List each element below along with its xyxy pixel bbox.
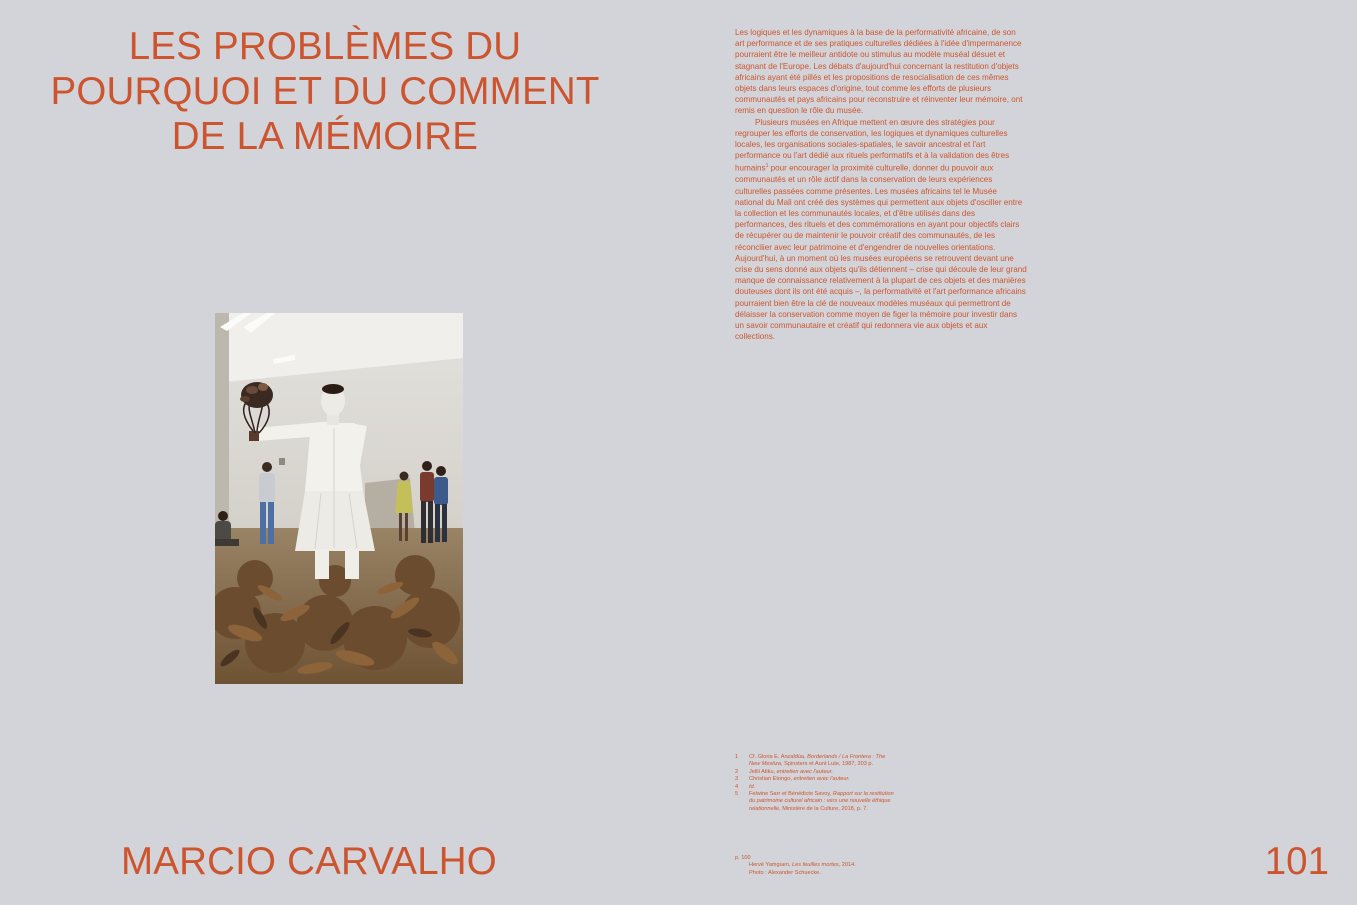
page-number: 101: [1264, 840, 1329, 883]
credit-year: , 2014.: [838, 862, 856, 869]
footnote-italic: Id.: [749, 783, 756, 790]
footnote-number: 1: [735, 754, 739, 760]
body-paragraph: [735, 117, 1027, 343]
body-text-part: Plusieurs musées en Afrique mettent en œuvre des stratégies pour regrouper les efforts de conservation, les logiques et dynamiques culturelles locales, les organisations sociales-spatiales, le savoir ancestral et l'art performance ou l'art dédié aux rituels performatifs et à la validation des êtres humains: [735, 117, 1010, 174]
footnote-text: [749, 776, 895, 783]
body-text: [735, 27, 1027, 342]
credit-photographer: Photo : Alexander Schuecke.: [749, 869, 821, 876]
footnote-item: [735, 754, 895, 769]
body-paragraph: Les logiques et les dynamiques à la base de la performativité africaine, de son art performance et de ses pratiques culturelles dédiées à l'idée d'impermanence pourraient être le meilleur antidote ou stimulus au modèle muséal désuet et stagnant de l'Europe. Les débats d'aujourd'hui concernant la restitution d'objets africains ayant été pillés et les propositions de resocialisation de ces mêmes objets dans leurs espaces d'origine, tout comme les efforts de plusieurs communautés et pays africains pour reconstruire et réinventer leur mémoire, ont remis en question le rôle du musée.: [735, 28, 1023, 116]
footnote-pre: Jelili Atiku,: [749, 768, 777, 775]
footnote-italic: entretien avec l'auteur.: [793, 776, 850, 783]
footnote-post: , Spinsters et Aunt Lute, 1987, 203 p.: [781, 761, 874, 768]
footnotes: [735, 754, 895, 813]
footnote-number: 5: [735, 791, 739, 798]
credit-artist: Hervé Yamguen,: [749, 862, 793, 869]
footnote-text: [749, 784, 895, 791]
footnote-number: 3: [735, 776, 739, 783]
title-line: POURQUOI ET DU COMMENT: [50, 70, 600, 113]
body-text-part: pour encourager la proximité culturelle, donner du pouvoir aux communautés et un rôle actif dans la conservation de leurs expériences culturelles passées comme présentes. Les musées africains tel le Musée national du Mali ont créé des systèmes qui permettent aux objets d'osciller entre la collection et les communautés locales, et d'être utilisés dans des performances, des rituels et des commémorations en ayant pour objectifs clairs de récupérer ou de maintenir le pouvoir créatif des communautés, de les réconcilier avec leur patrimoine et d'engendrer de nouvelles orientations. Aujourd'hui, à un moment où les musées européens se retrouvent devant une crise du sens donné aux objets qu'ils détiennent – crise qui découle de leur grand manque de connaissance relativement à la plupart de ces objets et des manières douteuses dont ils ont été acquis –, la performativité et l'art performance africains pourraient bien être la clé de nouveaux modèles muséaux qui permettront de délaisser la conservation comme moyen de figer la mémoire pour investir dans un savoir communautaire et créatif qui redonnera vie aux objets et aux collections.: [735, 164, 1027, 342]
footnote-italic: Borderlands / La Frontera : The New Mestiza: [749, 754, 886, 768]
credit-work-title: Les feuilles mortes: [792, 862, 839, 869]
page-title: [20, 24, 630, 159]
footnote-text: [749, 754, 895, 769]
footnote-item: [735, 791, 895, 813]
author-name: MARCIO CARVALHO: [121, 840, 497, 883]
footnote-pre: Felwine Sarr et Bénédicte Savoy,: [749, 791, 833, 798]
footnote-pre: Cf. Gloria E. Anzaldúa,: [749, 754, 808, 760]
footnote-item: [735, 784, 895, 791]
performance-photo: [215, 313, 463, 684]
footnote-number: 2: [735, 768, 739, 775]
credit-page-ref: p. 100: [735, 855, 751, 861]
footnote-item: [735, 776, 895, 783]
credit-caption: [735, 862, 895, 869]
footnote-pre: Christian Etongo,: [749, 776, 794, 783]
title-line: LES PROBLÈMES DU: [128, 25, 522, 68]
footnote-italic: Rapport sur la restitution du patrimoine culturel africain : vers une nouvelle éthique relationnelle: [749, 791, 894, 812]
footnote-post: , Ministère de la Culture, 2018, p. 7.: [779, 805, 868, 812]
footnote-number: 4: [735, 783, 739, 790]
footnote-item: [735, 769, 895, 776]
footnote-text: [749, 791, 895, 813]
title-line: DE LA MÉMOIRE: [171, 115, 479, 158]
photo-credit: [735, 855, 895, 877]
footnote-text: [749, 769, 895, 776]
footnote-ref[interactable]: 1: [765, 163, 769, 170]
footnote-italic: entretien avec l'auteur.: [776, 768, 833, 775]
